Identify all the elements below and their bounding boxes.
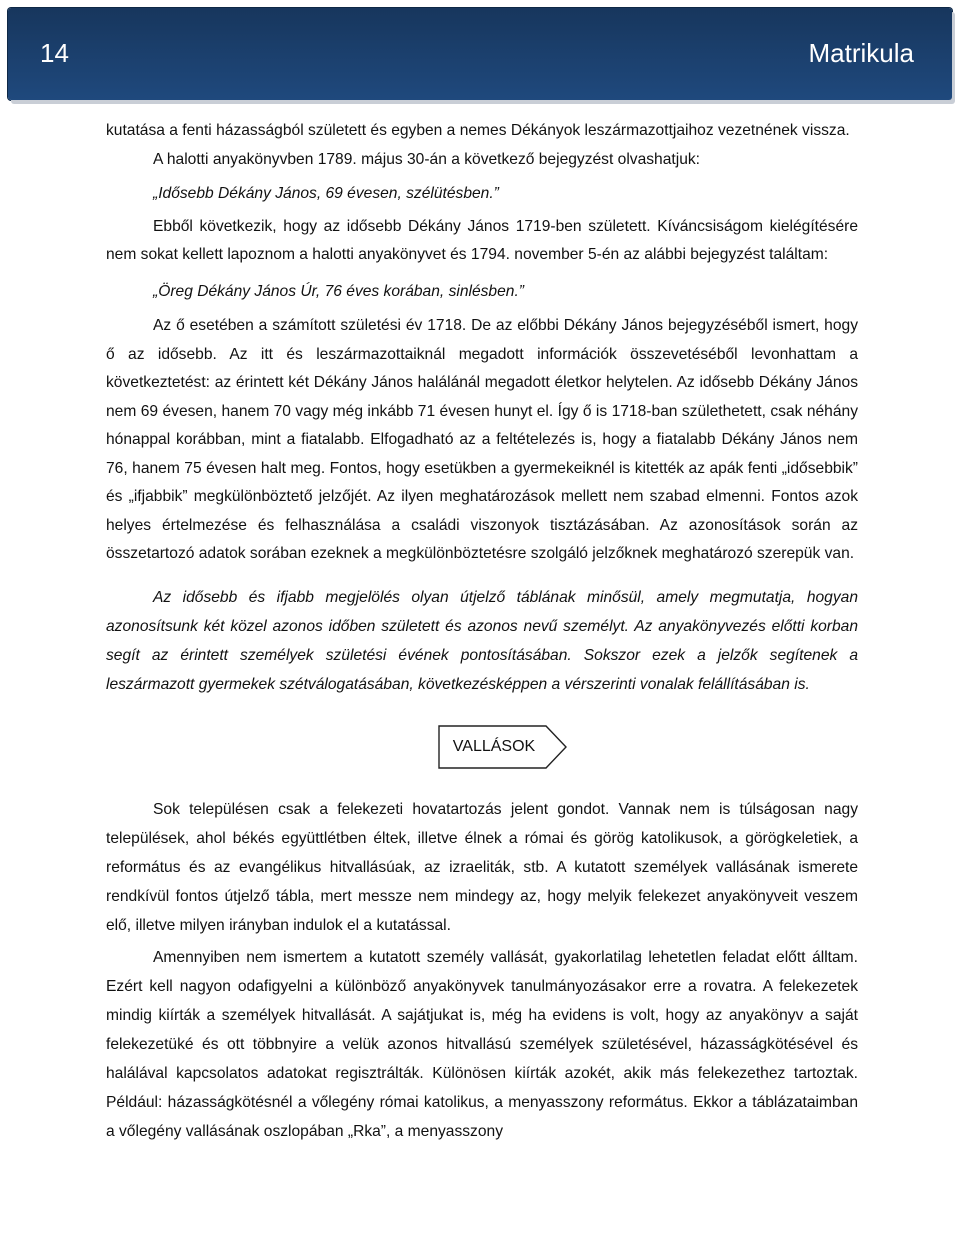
paragraph-death-record-intro: A halotti anyakönyvben 1789. május 30-án a következő bejegyzést olvashatjuk:	[153, 150, 700, 168]
paragraph-religion-intro: Sok településen csak a felekezeti hovatartozás jelent gondot. Vannak nem is túlságosan nagy települések, ahol békés együttlétben éltek, illetve élnek a római és görög katolikusok, a görögkeletiek, a református és az evangélikus hitvallásúak, az izraeliták, stb. A kutatott személyek vallásának ismerete rendkívül fontos útjelző tábla, mert messze nem mindegy az, hogy melyik felekezet anyakönyveit veszem elő, illetve milyen irányban indulok el a kutatással.	[106, 800, 858, 934]
italic-guideline-note: Az idősebb és ifjabb megjelölés olyan útjelző táblának minősül, amely megmutatja, hogyan azonosítsunk két közel azonos időben született és azonos nevű személyt. Az anyakönyvezés előtti korban segít az érintett személyek születési évének pontosításában. Sokszor ezek a jelzők segítenek a leszármazott gyermekek szétválogatásában, következésképpen a vérszerinti vonalak felállításában is.	[106, 588, 858, 693]
page-number: 14	[40, 38, 69, 68]
running-title: Matrikula	[808, 38, 914, 68]
section-badge	[438, 725, 568, 769]
paragraph-continuation: kutatása a fenti házasságból született és egyben a nemes Dékányok leszármazottjaihoz vezetnének vissza.	[106, 122, 850, 139]
quote-record-1789: „Idősebb Dékány János, 69 évesen, szélütésben.”	[153, 185, 499, 202]
page-body	[106, 117, 858, 1146]
section-title-vallasok: VALLÁSOK	[452, 737, 536, 755]
paragraph-birth-deduction: Ebből következik, hogy az idősebb Dékány János 1719-ben született. Kíváncsiságom kielégítésére nem sokat kellett lapoznom a halotti anyakönyvet és 1794. november 5-én az alábbi bejegyzést találtam:	[106, 217, 858, 263]
section-heading-wrap	[106, 725, 858, 773]
paragraph-religion-records: Amennyiben nem ismertem a kutatott személy vallását, gyakorlatilag lehetetlen feladat előtt álltam. Ezért kell nagyon odafigyelni a különböző anyakönyvek tanulmányozásakor erre a rovatra. A felekezetek mindig kiírták a személyek hitvallását. A sajátjukat is, még ha evidens is volt, hogy az anyakönyv a saját felekezetüké és ott többnyire a velük azonos hitvallású személyek születésével, házasságkötésével és halálával kapcsolatos adatokat regisztrálták. Különösen kiírták azokét, akik más felekezethez tartoztak. Például: házasságkötésnél a vőlegény római katolikus, a menyasszony református. Ekkor a táblázataimban a vőlegény vallásának oszlopában „Rka”, a menyasszony	[106, 948, 858, 1140]
paragraph-age-analysis: Az ő esetében a számított születési év 1718. De az előbbi Dékány János bejegyzéséből ismert, hogy ő az idősebb. Az itt és leszármazottaiknál megadott információk összevetéséből levonhattam a következtetést: az érintett két Dékány János halálánál megadott életkor helytelen. Az idősebb Dékány János nem 69 évesen, hanem 70 vagy még inkább 71 évesen hunyt el. Így ő is 1718-ban születhetett, csak néhány hónappal korábban, mint a fiatalabb. Elfogadható az a feltételezés is, hogy a fiatalabb Dékány János nem 76, hanem 75 évesen halt meg. Fontos, hogy esetükben a gyermekeiknél is kitették az apák fenti „idősebbik” és „ifjabbik” megkülönböztető jelzőjét. Az ilyen meghatározások mellett nem szabad elmenni. Fontos azok helyes értelmezése és felhasználása a családi viszonyok tisztázásában. Az azonosítások során az összetartozó adatok sorában ezeknek a megkülönböztetésre szolgáló jelzőknek meghatározó szerepük van.	[106, 317, 858, 562]
quote-record-1794: „Öreg Dékány János Úr, 76 éves korában, sinlésben.”	[153, 282, 524, 300]
page-header-banner	[8, 8, 952, 100]
